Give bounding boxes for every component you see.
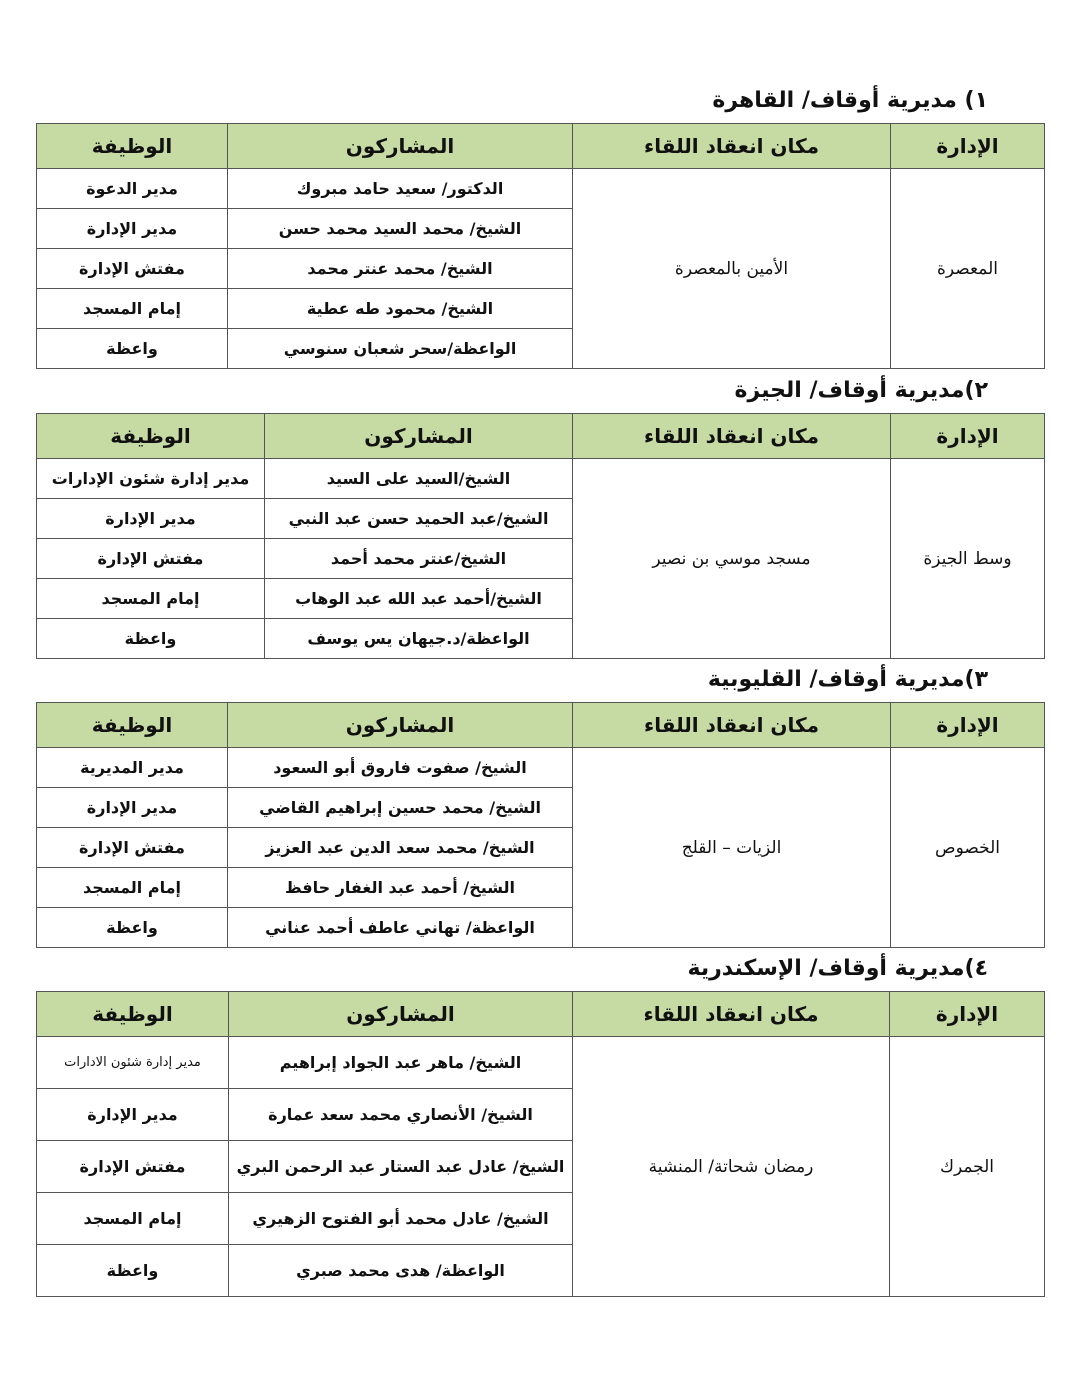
position-cell: مدير الإدارة bbox=[37, 788, 228, 828]
participant-cell: الشيخ/ محمد حسين إبراهيم القاضي bbox=[228, 788, 573, 828]
participant-cell: الشيخ/ عادل محمد أبو الفتوح الزهيري bbox=[229, 1193, 573, 1245]
department-cell: الجمرك bbox=[890, 1037, 1045, 1297]
header-participants: المشاركون bbox=[265, 414, 573, 459]
position-cell: واعظة bbox=[37, 1245, 229, 1297]
participant-cell: الشيخ/السيد على السيد bbox=[265, 459, 573, 499]
participant-cell: الشيخ/ محمد السيد محمد حسن bbox=[228, 209, 573, 249]
position-cell: إمام المسجد bbox=[37, 289, 228, 329]
section-title: ٣)مديرية أوقاف/ القليوبية bbox=[707, 667, 988, 692]
participant-cell: الشيخ/ محمود طه عطية bbox=[228, 289, 573, 329]
participant-cell: الواعظة/ هدى محمد صبري bbox=[229, 1245, 573, 1297]
participant-cell: الدكتور/ سعيد حامد مبروك bbox=[228, 169, 573, 209]
header-venue: مكان انعقاد اللقاء bbox=[573, 124, 891, 169]
header-participants: المشاركون bbox=[229, 992, 573, 1037]
header-venue: مكان انعقاد اللقاء bbox=[573, 992, 890, 1037]
department-cell: المعصرة bbox=[891, 169, 1045, 369]
header-position: الوظيفة bbox=[37, 992, 229, 1037]
table-giza bbox=[36, 413, 1045, 659]
table-qalyubia bbox=[36, 702, 1045, 948]
participant-cell: الواعظة/د.جيهان يس يوسف bbox=[265, 619, 573, 659]
participant-cell: الشيخ/ الأنصاري محمد سعد عمارة bbox=[229, 1089, 573, 1141]
participant-cell: الشيخ/عبد الحميد حسن عبد النبي bbox=[265, 499, 573, 539]
position-cell: واعظة bbox=[37, 908, 228, 948]
department-cell: وسط الجيزة bbox=[891, 459, 1045, 659]
venue-cell: مسجد موسي بن نصير bbox=[573, 459, 891, 659]
position-cell: مدير الإدارة bbox=[37, 499, 265, 539]
venue-cell: رمضان شحاتة/ المنشية bbox=[573, 1037, 890, 1297]
participant-cell: الشيخ/ محمد عنتر محمد bbox=[228, 249, 573, 289]
position-cell: إمام المسجد bbox=[37, 1193, 229, 1245]
participant-cell: الواعظة/ تهاني عاطف أحمد عناني bbox=[228, 908, 573, 948]
venue-cell: الزيات – القلج bbox=[573, 748, 891, 948]
header-venue: مكان انعقاد اللقاء bbox=[573, 703, 891, 748]
header-venue: مكان انعقاد اللقاء bbox=[573, 414, 891, 459]
participant-cell: الشيخ/ ماهر عبد الجواد إبراهيم bbox=[229, 1037, 573, 1089]
header-participants: المشاركون bbox=[228, 703, 573, 748]
participant-cell: الواعظة/سحر شعبان سنوسي bbox=[228, 329, 573, 369]
header-position: الوظيفة bbox=[37, 124, 228, 169]
position-cell: مدير إدارة شئون الإدارات bbox=[37, 459, 265, 499]
position-cell: إمام المسجد bbox=[37, 868, 228, 908]
position-cell: واعظة bbox=[37, 619, 265, 659]
position-cell: مدير المديرية bbox=[37, 748, 228, 788]
participant-cell: الشيخ/أحمد عبد الله عبد الوهاب bbox=[265, 579, 573, 619]
header-position: الوظيفة bbox=[37, 414, 265, 459]
position-cell: واعظة bbox=[37, 329, 228, 369]
position-cell: إمام المسجد bbox=[37, 579, 265, 619]
participant-cell: الشيخ/ صفوت فاروق أبو السعود bbox=[228, 748, 573, 788]
department-cell: الخصوص bbox=[891, 748, 1045, 948]
section-title: ١) مديرية أوقاف/ القاهرة bbox=[712, 88, 988, 113]
table-alexandria bbox=[36, 991, 1045, 1297]
position-cell: مفتش الإدارة bbox=[37, 828, 228, 868]
header-participants: المشاركون bbox=[228, 124, 573, 169]
position-cell: مدير الدعوة bbox=[37, 169, 228, 209]
header-department: الإدارة bbox=[891, 703, 1045, 748]
header-position: الوظيفة bbox=[37, 703, 228, 748]
venue-cell: الأمين بالمعصرة bbox=[573, 169, 891, 369]
table-cairo bbox=[36, 123, 1045, 369]
position-cell: مفتش الإدارة bbox=[37, 249, 228, 289]
position-cell: مفتش الإدارة bbox=[37, 1141, 229, 1193]
participant-cell: الشيخ/ محمد سعد الدين عبد العزيز bbox=[228, 828, 573, 868]
participant-cell: الشيخ/ عادل عبد الستار عبد الرحمن البري bbox=[229, 1141, 573, 1193]
position-cell: مدير الإدارة bbox=[37, 1089, 229, 1141]
header-department: الإدارة bbox=[890, 992, 1045, 1037]
position-cell: مدير الإدارة bbox=[37, 209, 228, 249]
position-cell: مدير إدارة شئون الادارات bbox=[37, 1037, 229, 1089]
header-department: الإدارة bbox=[891, 124, 1045, 169]
participant-cell: الشيخ/عنتر محمد أحمد bbox=[265, 539, 573, 579]
participant-cell: الشيخ/ أحمد عبد الغفار حافظ bbox=[228, 868, 573, 908]
section-title: ٤)مديرية أوقاف/ الإسكندرية bbox=[687, 956, 988, 981]
header-department: الإدارة bbox=[891, 414, 1045, 459]
position-cell: مفتش الإدارة bbox=[37, 539, 265, 579]
section-title: ٢)مديرية أوقاف/ الجيزة bbox=[734, 378, 988, 403]
